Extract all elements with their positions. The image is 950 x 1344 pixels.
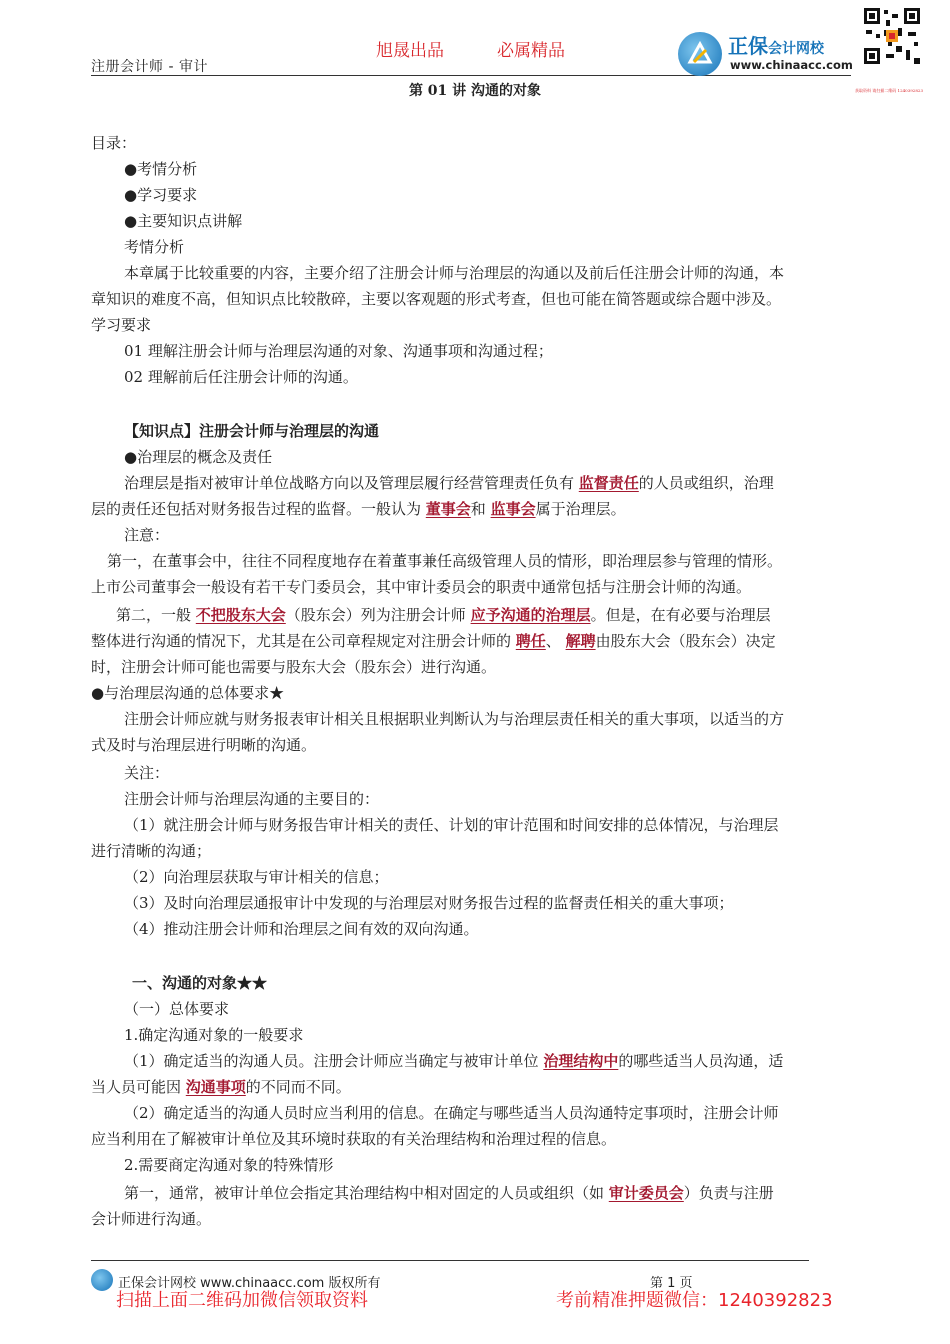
paragraph-line: 式及时与治理层进行明晰的沟通。: [91, 736, 317, 754]
paragraph-line: 应当利用在了解被审计单位及其环境时获取的有关治理结构和治理过程的信息。: [91, 1130, 617, 1148]
qr-code-icon: [862, 6, 922, 66]
paragraph-line: 第一，在董事会中，往往不同程度地存在着董事兼任高级管理人员的情形，即治理层参与管理的情形。: [107, 552, 783, 570]
key-term: 解聘: [565, 632, 596, 650]
section-heading: 学习要求: [91, 316, 152, 334]
key-term: 不把股东大会: [195, 606, 286, 624]
paragraph-line: 本章属于比较重要的内容，主要介绍了注册会计师与治理层的沟通以及前后任注册会计师的沟通，本: [124, 264, 785, 282]
paragraph-line: 上市公司董事会一般设有若干专门委员会，其中审计委员会的职责中通常包括与注册会计师的沟通。: [91, 578, 752, 596]
toc-label: 目录：: [91, 134, 137, 152]
paragraph-line: 会计师进行沟通。: [91, 1210, 212, 1228]
subheading: ●与治理层沟通的总体要求★: [91, 684, 285, 702]
subheading: （一）总体要求: [124, 1000, 230, 1018]
header-slogan-left: 旭晟出品: [376, 41, 444, 61]
footer-rule: [91, 1260, 809, 1261]
brand-url: www.chinaacc.com: [730, 58, 853, 72]
brand-emblem-icon: [678, 32, 722, 76]
paragraph-line: 当人员可能因 沟通事项的不同而不同。: [91, 1078, 351, 1096]
subheading: ●治理层的概念及责任: [124, 448, 273, 466]
list-item: （4）推动注册会计师和治理层之间有效的双向沟通。: [124, 920, 479, 938]
section-heading: 一、沟通的对象★★: [132, 974, 268, 992]
footer-copyright: 正保会计网校 www.chinaacc.com 版权所有: [118, 1276, 381, 1291]
list-item: （1）就注册会计师与财务报告审计相关的责任、计划的审计范围和时间安排的总体情况，与治理层: [124, 816, 779, 834]
key-term: 董事会: [425, 500, 471, 518]
requirement-item: 01 理解注册会计师与治理层沟通的对象、沟通事项和沟通过程；: [124, 342, 553, 360]
header-slogan-right: 必属精品: [497, 41, 565, 61]
toc-item: ●学习要求: [124, 186, 198, 204]
footer-logo-icon: [91, 1269, 113, 1291]
key-term: 治理结构中: [543, 1052, 619, 1070]
page-number: 第 1 页: [650, 1276, 693, 1291]
paragraph-line: 时，注册会计师可能也需要与股东大会（股东会）进行沟通。: [91, 658, 497, 676]
paragraph-line: 第一，通常，被审计单位会指定其治理结构中相对固定的人员或组织（如 审计委员会）负责与注册: [124, 1184, 774, 1202]
header-subject: 注册会计师 - 审计: [91, 59, 208, 75]
subheading: 1.确定沟通对象的一般要求: [124, 1026, 304, 1044]
key-term: 沟通事项: [185, 1078, 246, 1096]
list-item: （3）及时向治理层通报审计中发现的与治理层对财务报告过程的监督责任相关的重大事项；: [124, 894, 734, 912]
paragraph-line: （2）确定适当的沟通人员时应当利用的信息。在确定与哪些适当人员沟通特定事项时，注册会计师: [124, 1104, 779, 1122]
list-item: （2）向治理层获取与审计相关的信息；: [124, 868, 389, 886]
key-term: 聘任: [515, 632, 546, 650]
key-term: 监事会: [490, 500, 536, 518]
key-term: 应予沟通的治理层: [470, 606, 591, 624]
brand-name: 正保会计网校: [728, 34, 824, 58]
toc-item: ●主要知识点讲解: [124, 212, 243, 230]
subheading: 2.需要商定沟通对象的特殊情形: [124, 1156, 334, 1174]
promo-text-right: 考前精准押题微信：1240392823: [556, 1290, 833, 1311]
paragraph-line: 第二，一般 不把股东大会（股东会）列为注册会计师 应予沟通的治理层。但是，在有必要与治理层: [116, 606, 771, 624]
qr-caption: 获取资料 请扫描二维码 1240392823: [855, 88, 923, 93]
note-label: 关注：: [124, 764, 170, 782]
brand-logo: [678, 30, 858, 80]
paragraph-line: 层的责任还包括对财务报告过程的监督。一般认为 董事会和 监事会属于治理层。: [91, 500, 626, 518]
requirement-item: 02 理解前后任注册会计师的沟通。: [124, 368, 358, 386]
paragraph-line: 整体进行沟通的情况下，尤其是在公司章程规定对注册会计师的 聘任、 解聘由股东大会（股东会）决定: [91, 632, 776, 650]
section-heading: 考情分析: [124, 238, 185, 256]
paragraph-line: （1）确定适当的沟通人员。注册会计师应当确定与被审计单位 治理结构中的哪些适当人员沟通，适: [124, 1052, 784, 1070]
promo-text-left: 扫描上面二维码加微信领取资料: [116, 1290, 368, 1311]
page-title: 第 01 讲 沟通的对象: [408, 83, 542, 99]
key-term: 审计委员会: [608, 1184, 684, 1202]
knowledge-point-heading: 【知识点】注册会计师与治理层的沟通: [124, 422, 380, 440]
key-term: 监督责任: [578, 474, 639, 492]
note-label: 注意：: [124, 526, 170, 544]
paragraph-line: 章知识的难度不高，但知识点比较散碎，主要以客观题的形式考查，但也可能在简答题或综合题中涉及。: [91, 290, 782, 308]
paragraph-line: 注册会计师应就与财务报表审计相关且根据职业判断认为与治理层责任相关的重大事项，以适当的方: [124, 710, 785, 728]
list-item: 进行清晰的沟通；: [91, 842, 212, 860]
paragraph-line: 治理层是指对被审计单位战略方向以及管理层履行经营管理责任负有 监督责任的人员或组织，治理: [124, 474, 774, 492]
paragraph-line: 注册会计师与治理层沟通的主要目的：: [124, 790, 380, 808]
toc-item: ●考情分析: [124, 160, 198, 178]
